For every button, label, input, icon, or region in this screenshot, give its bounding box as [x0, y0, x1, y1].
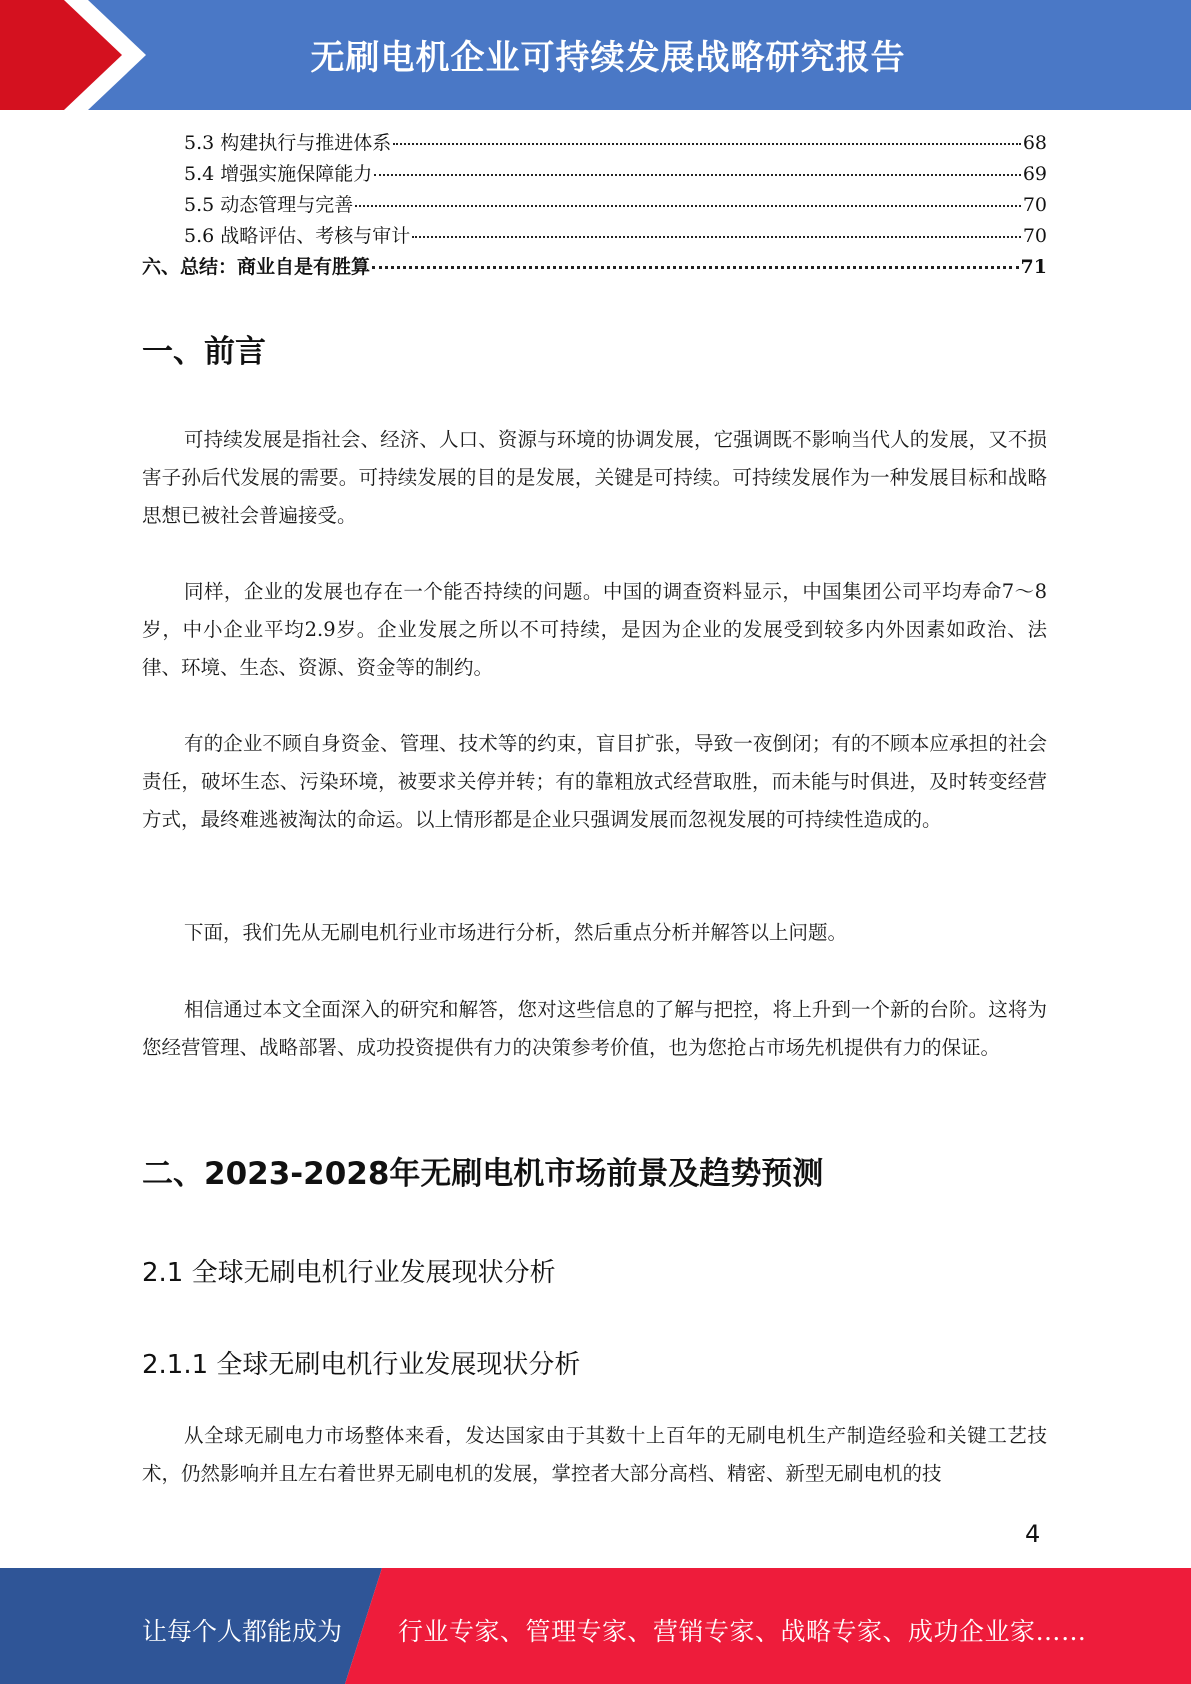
- body-paragraph: 有的企业不顾自身资金、管理、技术等的约束，盲目扩张，导致一夜倒闭；有的不顾本应承担的社会责任，破坏生态、污染环境，被要求关停并转；有的靠粗放式经营取胜，而未能与时俱进，及时转变经营方式，最终难逃被淘汰的命运。以上情形都是企业只强调发展而忽视发展的可持续性造成的。: [142, 732, 1047, 831]
- section-heading-market-outlook: 二、2023-2028年无刷电机市场前景及趋势预测: [142, 1156, 824, 1192]
- body-paragraph: 相信通过本文全面深入的研究和解答，您对这些信息的了解与把控，将上升到一个新的台阶。这将为您经营管理、战略部署、成功投资提供有力的决策参考价值，也为您抢占市场先机提供有力的保证。: [142, 998, 1047, 1059]
- toc-entry[interactable]: [142, 190, 1047, 221]
- body-paragraph: 下面，我们先从无刷电机行业市场进行分析，然后重点分析并解答以上问题。: [184, 921, 848, 944]
- table-of-contents: [142, 128, 1047, 283]
- toc-entry-page: 71: [1020, 256, 1047, 278]
- toc-leader-dots: [355, 204, 1021, 207]
- page-number: 4: [1025, 1520, 1041, 1548]
- report-title: 无刷电机企业可持续发展战略研究报告: [310, 38, 906, 78]
- toc-leader-dots: [393, 142, 1021, 145]
- toc-entry-label: 5.4 增强实施保障能力: [184, 163, 373, 185]
- body-paragraph: 从全球无刷电力市场整体来看，发达国家由于其数十上百年的无刷电机生产制造经验和关键工艺技术，仍然影响并且左右着世界无刷电机的发展，掌控者大部分高档、精密、新型无刷电机的技: [142, 1424, 1047, 1485]
- subsection-heading: 2.1.1 全球无刷电机行业发展现状分析: [142, 1350, 581, 1380]
- toc-entry-label: 六、总结：商业自是有胜算: [142, 256, 371, 278]
- toc-entry-label: 5.5 动态管理与完善: [184, 194, 354, 216]
- toc-entry-page: 70: [1022, 194, 1047, 216]
- toc-entry-page: 68: [1022, 132, 1047, 154]
- toc-leader-dots: [374, 173, 1021, 176]
- toc-entry[interactable]: [142, 128, 1047, 159]
- toc-entry[interactable]: [142, 221, 1047, 252]
- subsection-heading: 2.1 全球无刷电机行业发展现状分析: [142, 1258, 556, 1288]
- toc-entry-label: 5.6 战略评估、考核与审计: [184, 225, 411, 247]
- toc-leader-dots: [372, 265, 1019, 269]
- section-heading-preface: 一、前言: [142, 334, 266, 370]
- toc-entry-label: 5.3 构建执行与推进体系: [184, 132, 392, 154]
- toc-entry-chapter[interactable]: [142, 252, 1047, 283]
- body-paragraph: 可持续发展是指社会、经济、人口、资源与环境的协调发展，它强调既不影响当代人的发展，又不损害子孙后代发展的需要。可持续发展的目的是发展，关键是可持续。可持续发展作为一种发展目标和战略思想已被社会普遍接受。: [142, 428, 1047, 527]
- page-header: [0, 0, 1191, 110]
- toc-entry-page: 70: [1022, 225, 1047, 247]
- footer-slogan-right: 行业专家、管理专家、营销专家、战略专家、成功企业家……: [398, 1617, 1087, 1646]
- page-footer: [0, 1568, 1191, 1684]
- toc-leader-dots: [412, 235, 1021, 238]
- toc-entry-page: 69: [1022, 163, 1047, 185]
- toc-entry[interactable]: [142, 159, 1047, 190]
- body-paragraph: 同样，企业的发展也存在一个能否持续的问题。中国的调查资料显示，中国集团公司平均寿命7～8岁，中小企业平均2.9岁。企业发展之所以不可持续，是因为企业的发展受到较多内外因素如政治、法律、环境、生态、资源、资金等的制约。: [142, 580, 1047, 679]
- footer-slogan-left: 让每个人都能成为: [142, 1617, 343, 1646]
